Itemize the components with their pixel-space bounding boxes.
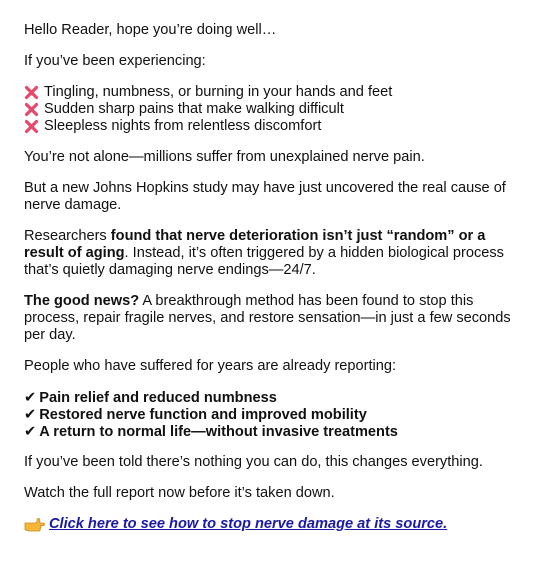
cta-row	[24, 516, 524, 533]
researchers-lead: Researchers	[24, 228, 111, 244]
benefit-text: Restored nerve function and improved mobility	[39, 407, 367, 423]
benefit-item	[24, 389, 524, 406]
benefit-text: A return to normal life—without invasive treatments	[39, 424, 398, 440]
cta-link[interactable]: Click here to see how to stop nerve damage at its source.	[49, 516, 448, 532]
intro-text: If you’ve been experiencing:	[24, 53, 206, 69]
benefit-item	[24, 406, 524, 423]
pointing-hand-icon	[24, 517, 45, 532]
greeting-text: Hello Reader, hope you’re doing well…	[24, 22, 277, 38]
benefit-list	[24, 389, 524, 440]
benefit-text: Pain relief and reduced numbness	[39, 390, 277, 406]
cross-mark-icon	[24, 102, 39, 117]
researchers-bold: found that nerve deterioration isn’t just “random” or a result of aging	[24, 228, 486, 261]
good-news-rest: A breakthrough method has been found to stop this process, repair fragile nerves, and restore sensation—in just a few seconds per day.	[24, 293, 511, 343]
symptom-item	[24, 84, 524, 101]
email-body	[24, 22, 524, 533]
good-news-bold: The good news?	[24, 293, 140, 309]
symptom-text: Tingling, numbness, or burning in your hands and feet	[44, 84, 393, 100]
cross-mark-icon	[24, 119, 39, 134]
cross-mark-icon	[24, 85, 39, 100]
symptom-item	[24, 101, 524, 118]
not-alone-text: You’re not alone—millions suffer from unexplained nerve pain.	[24, 149, 425, 165]
check-mark-icon: ✔	[24, 389, 37, 406]
reporting-text: People who have suffered for years are already reporting:	[24, 358, 397, 374]
benefit-item	[24, 423, 524, 440]
researchers-rest: . Instead, it’s often triggered by a hidden biological process that’s quietly damaging nerve endings—24/7.	[24, 245, 504, 278]
researchers-paragraph	[24, 228, 524, 279]
study-text: But a new Johns Hopkins study may have just uncovered the real cause of nerve damage.	[24, 180, 506, 213]
nothing-you-can-do-text: If you’ve been told there’s nothing you can do, this changes everything.	[24, 454, 483, 470]
good-news-paragraph	[24, 293, 524, 344]
symptom-item	[24, 118, 524, 135]
check-mark-icon: ✔	[24, 423, 37, 440]
symptom-text: Sleepless nights from relentless discomfort	[44, 118, 322, 134]
symptom-list	[24, 84, 524, 135]
watch-text: Watch the full report now before it’s taken down.	[24, 485, 335, 501]
symptom-text: Sudden sharp pains that make walking difficult	[44, 101, 344, 117]
check-mark-icon: ✔	[24, 406, 37, 423]
